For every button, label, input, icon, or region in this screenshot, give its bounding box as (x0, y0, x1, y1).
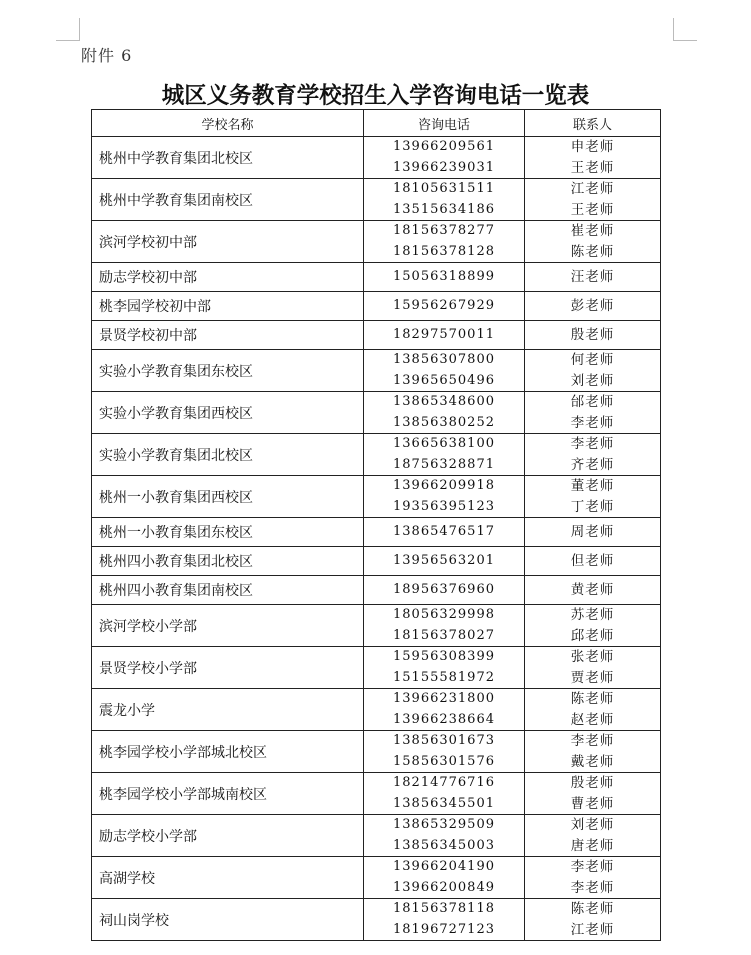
table-row (92, 263, 661, 292)
crop-mark-top-right-horizontal (673, 40, 697, 41)
school-name-cell: 滨河学校小学部 (92, 605, 364, 647)
phone-number: 15956267929 (393, 297, 495, 313)
school-name-cell: 滨河学校初中部 (92, 221, 364, 263)
phone-number: 18156378118 (393, 901, 495, 916)
phone-number: 18156378128 (393, 243, 495, 259)
contact-cell (525, 434, 661, 476)
contact-person: 邰老师 (570, 394, 615, 410)
table-row (92, 434, 661, 476)
contact-cell (525, 321, 661, 350)
contact-person: 刘老师 (570, 372, 615, 389)
table-row (92, 221, 661, 263)
phone-number: 13966231800 (393, 691, 495, 706)
phone-cell (364, 221, 525, 263)
contact-person: 汪老师 (570, 268, 615, 285)
phone-number: 18956376960 (393, 581, 495, 597)
contact-person: 何老师 (570, 352, 615, 368)
school-name-cell: 桃州一小教育集团西校区 (92, 476, 364, 518)
phone-number: 13665638100 (393, 436, 495, 451)
table-row (92, 773, 661, 815)
table-row (92, 547, 661, 576)
contact-person: 王老师 (570, 201, 615, 218)
contact-cell (525, 350, 661, 392)
phone-cell (364, 321, 525, 350)
contact-person: 李老师 (570, 436, 615, 452)
school-name-cell: 桃州四小教育集团南校区 (92, 576, 364, 605)
contact-cell (525, 899, 661, 941)
school-name-cell: 景贤学校小学部 (92, 647, 364, 689)
attachment-label: 附件 6 (81, 46, 133, 65)
contact-cell (525, 689, 661, 731)
contact-person: 戴老师 (570, 753, 615, 770)
contact-person: 但老师 (570, 552, 615, 569)
consultation-phone-table (91, 109, 661, 941)
contact-cell (525, 392, 661, 434)
phone-number: 19356395123 (393, 498, 495, 514)
contact-person: 陈老师 (570, 901, 615, 917)
phone-number: 13956563201 (393, 552, 495, 568)
phone-number: 13966204190 (393, 859, 495, 874)
school-name-cell: 震龙小学 (92, 689, 364, 731)
phone-number: 18756328871 (393, 456, 495, 472)
contact-cell (525, 731, 661, 773)
contact-person: 周老师 (570, 523, 615, 540)
contact-person: 赵老师 (570, 711, 615, 728)
school-name-cell: 桃李园学校小学部城南校区 (92, 773, 364, 815)
header-contact: 联系人 (525, 110, 661, 137)
phone-cell (364, 518, 525, 547)
phone-number: 13856380252 (393, 414, 495, 430)
contact-cell (525, 137, 661, 179)
contact-person: 李老师 (570, 879, 615, 896)
contact-person: 董老师 (570, 478, 615, 494)
table-row (92, 179, 661, 221)
school-name-cell: 励志学校初中部 (92, 263, 364, 292)
contact-person: 邱老师 (570, 627, 615, 644)
phone-number: 18196727123 (393, 921, 495, 937)
contact-cell (525, 518, 661, 547)
table-header-row (92, 110, 661, 137)
phone-number: 15056318899 (393, 268, 495, 284)
contact-person: 李老师 (570, 859, 615, 875)
table-row (92, 292, 661, 321)
school-name-cell: 桃州中学教育集团北校区 (92, 137, 364, 179)
contact-cell (525, 647, 661, 689)
document-title: 城区义务教育学校招生入学咨询电话一览表 (161, 83, 590, 109)
contact-person: 曹老师 (570, 795, 615, 812)
phone-cell (364, 263, 525, 292)
table-row (92, 321, 661, 350)
phone-number: 13856345501 (393, 795, 495, 811)
table-row (92, 476, 661, 518)
contact-person: 黄老师 (570, 581, 615, 598)
phone-number: 15956308399 (393, 649, 495, 664)
phone-number: 13966239031 (393, 159, 495, 175)
phone-number: 13966200849 (393, 879, 495, 895)
contact-cell (525, 815, 661, 857)
contact-cell (525, 857, 661, 899)
school-name-cell: 高湖学校 (92, 857, 364, 899)
phone-number: 15856301576 (393, 753, 495, 769)
contact-cell (525, 292, 661, 321)
phone-cell (364, 647, 525, 689)
phone-cell (364, 605, 525, 647)
table-row (92, 605, 661, 647)
school-name-cell: 桃州一小教育集团东校区 (92, 518, 364, 547)
table-row (92, 815, 661, 857)
contact-cell (525, 576, 661, 605)
contact-person: 张老师 (570, 649, 615, 665)
contact-person: 殷老师 (570, 326, 615, 343)
phone-number: 18214776716 (393, 775, 495, 790)
school-name-cell: 实验小学教育集团北校区 (92, 434, 364, 476)
crop-mark-top-left-horizontal (56, 40, 80, 41)
school-name-cell: 实验小学教育集团东校区 (92, 350, 364, 392)
contact-person: 陈老师 (570, 243, 615, 260)
contact-person: 丁老师 (570, 498, 615, 515)
contact-person: 贾老师 (570, 669, 615, 686)
phone-number: 18056329998 (393, 607, 495, 622)
phone-number: 13865329509 (393, 817, 495, 832)
phone-cell (364, 179, 525, 221)
contact-person: 苏老师 (570, 607, 615, 623)
contact-person: 刘老师 (570, 817, 615, 833)
contact-cell (525, 773, 661, 815)
header-phone: 咨询电话 (364, 110, 525, 137)
phone-cell (364, 292, 525, 321)
table-row (92, 857, 661, 899)
phone-number: 13966209918 (393, 478, 495, 493)
phone-number: 13965650496 (393, 372, 495, 388)
phone-cell (364, 392, 525, 434)
school-name-cell: 桃州四小教育集团北校区 (92, 547, 364, 576)
phone-cell (364, 731, 525, 773)
contact-person: 王老师 (570, 159, 615, 176)
phone-number: 18156378027 (393, 627, 495, 643)
phone-cell (364, 350, 525, 392)
contact-cell (525, 179, 661, 221)
contact-cell (525, 263, 661, 292)
phone-number: 18156378277 (393, 223, 495, 238)
contact-cell (525, 605, 661, 647)
school-name-cell: 励志学校小学部 (92, 815, 364, 857)
phone-number: 18105631511 (393, 181, 495, 196)
table-row (92, 647, 661, 689)
contact-person: 李老师 (570, 733, 615, 749)
phone-number: 13865348600 (393, 394, 495, 409)
contact-cell (525, 547, 661, 576)
contact-person: 陈老师 (570, 691, 615, 707)
table-row (92, 731, 661, 773)
table-row (92, 518, 661, 547)
contact-person: 申老师 (570, 139, 615, 155)
school-name-cell: 桃李园学校小学部城北校区 (92, 731, 364, 773)
phone-cell (364, 576, 525, 605)
phone-number: 13966209561 (393, 139, 495, 154)
table-row (92, 576, 661, 605)
table-row (92, 137, 661, 179)
crop-mark-top-left-vertical (79, 18, 80, 40)
phone-cell (364, 815, 525, 857)
table-row (92, 899, 661, 941)
contact-person: 唐老师 (570, 837, 615, 854)
contact-person: 李老师 (570, 414, 615, 431)
phone-number: 13515634186 (393, 201, 495, 217)
phone-cell (364, 434, 525, 476)
phone-number: 15155581972 (393, 669, 495, 685)
contact-person: 江老师 (570, 181, 615, 197)
contact-cell (525, 221, 661, 263)
school-name-cell: 景贤学校初中部 (92, 321, 364, 350)
table-row (92, 350, 661, 392)
contact-person: 江老师 (570, 921, 615, 938)
phone-cell (364, 899, 525, 941)
crop-mark-top-right-vertical (673, 18, 674, 40)
phone-cell (364, 547, 525, 576)
phone-number: 13856301673 (393, 733, 495, 748)
phone-cell (364, 137, 525, 179)
contact-cell (525, 476, 661, 518)
contact-person: 殷老师 (570, 775, 615, 791)
header-school-name: 学校名称 (92, 110, 364, 137)
school-name-cell: 桃州中学教育集团南校区 (92, 179, 364, 221)
table-row (92, 689, 661, 731)
table-row (92, 392, 661, 434)
contact-person: 齐老师 (570, 456, 615, 473)
contact-person: 彭老师 (570, 297, 615, 314)
school-name-cell: 实验小学教育集团西校区 (92, 392, 364, 434)
school-name-cell: 桃李园学校初中部 (92, 292, 364, 321)
phone-number: 13856307800 (393, 352, 495, 367)
phone-number: 13865476517 (393, 523, 495, 539)
phone-cell (364, 476, 525, 518)
phone-number: 18297570011 (393, 326, 495, 342)
phone-cell (364, 689, 525, 731)
contact-person: 崔老师 (570, 223, 615, 239)
phone-cell (364, 773, 525, 815)
phone-cell (364, 857, 525, 899)
school-name-cell: 祠山岗学校 (92, 899, 364, 941)
phone-number: 13856345003 (393, 837, 495, 853)
phone-number: 13966238664 (393, 711, 495, 727)
